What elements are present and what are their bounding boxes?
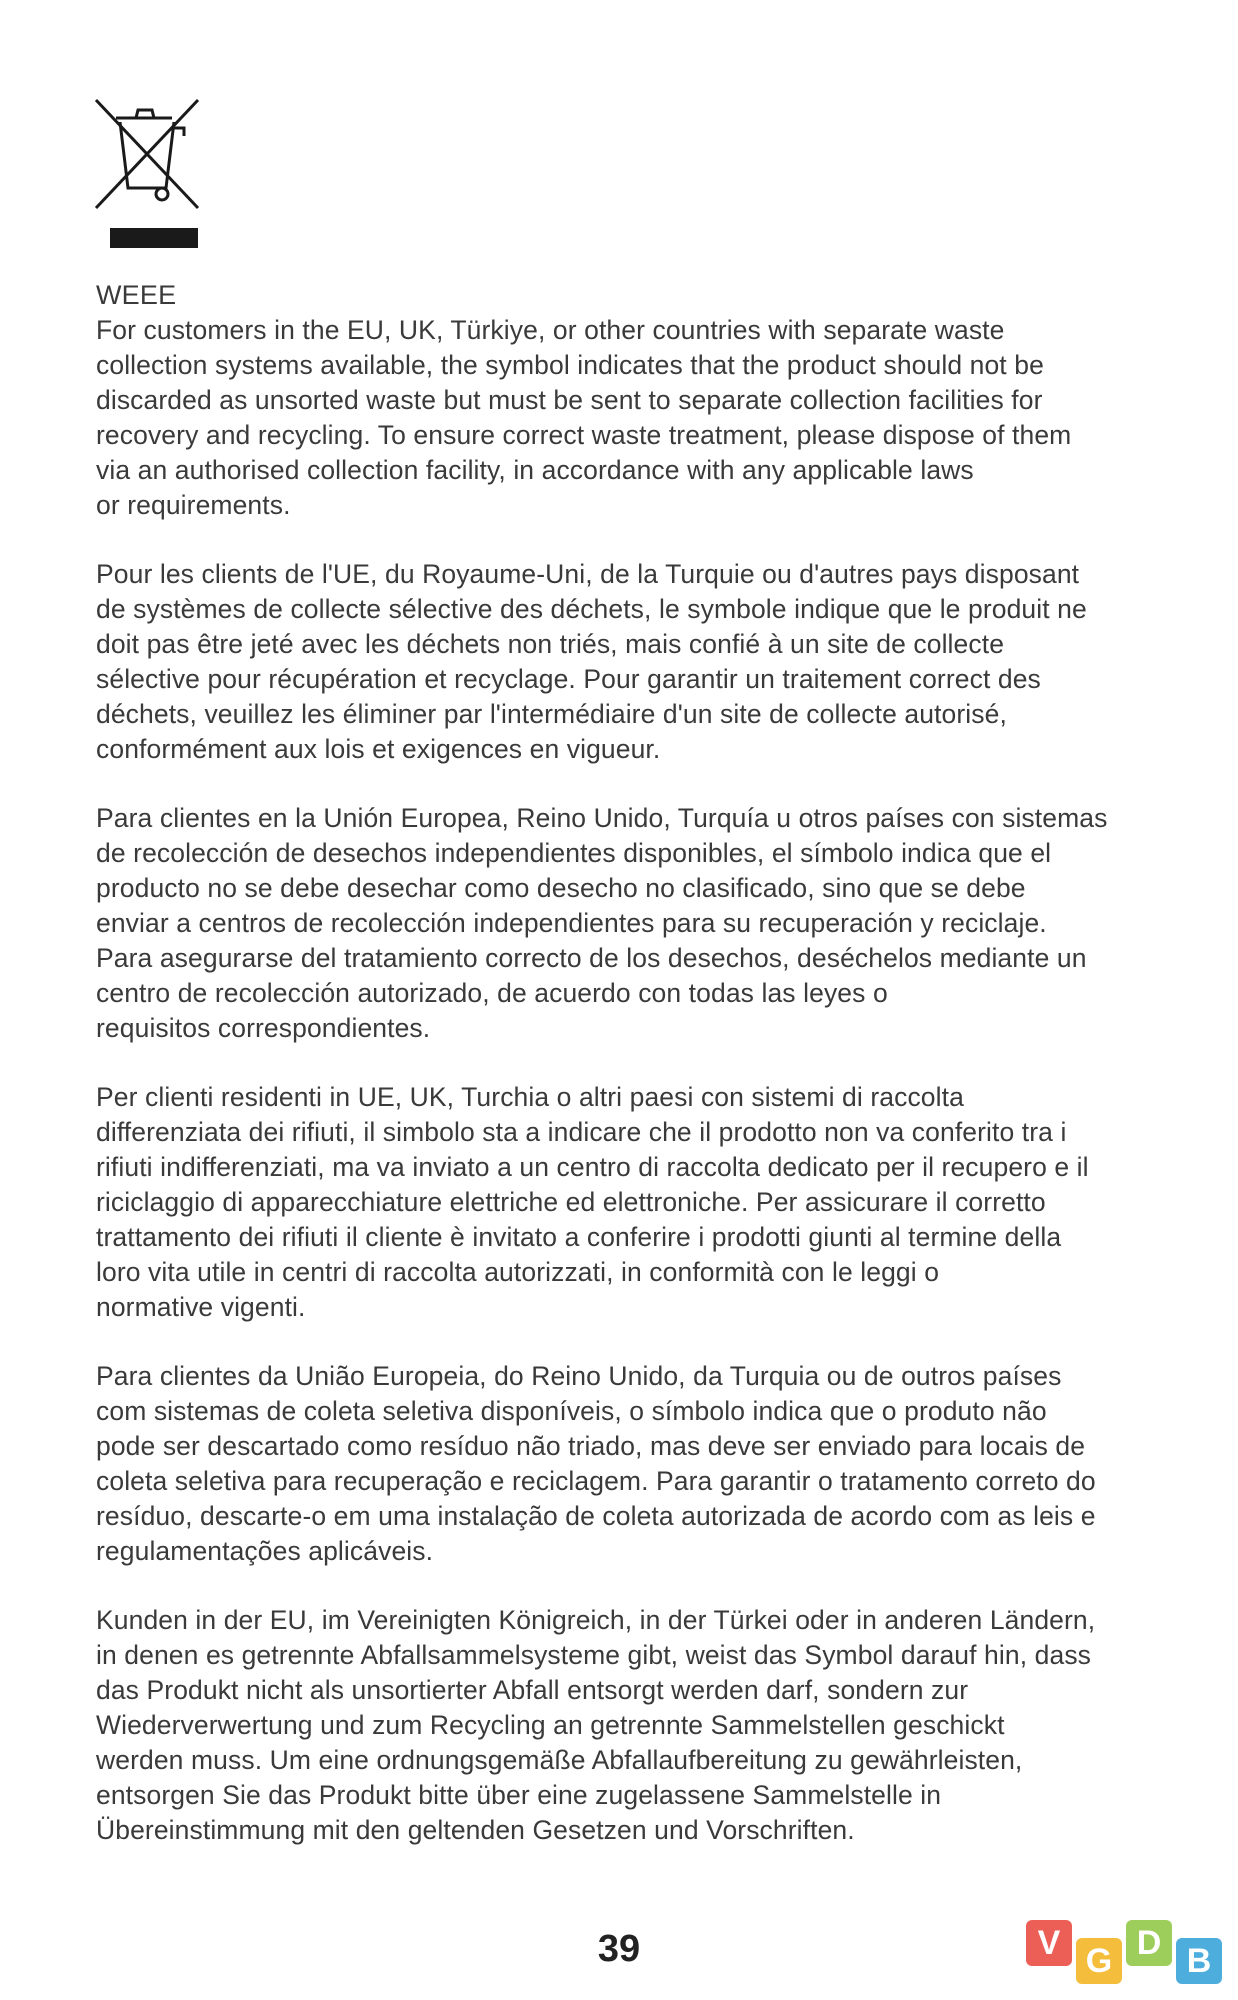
paragraph-english: For customers in the EU, UK, Türkiye, or other countries with separate waste collection systems available, the symbol indicates that the product should not be discarded as unsorted waste but must be sent to separate collection facilities for recovery and recycling. To ensure correct waste treatment, please dispose of them via an authorised collection facility, in accordance with any applicable laws or requirements. (96, 315, 1072, 520)
watermark-letter: V (1026, 1920, 1072, 1966)
watermark-letter: G (1076, 1938, 1122, 1984)
watermark-logo (1024, 1908, 1230, 1992)
watermark-letter: D (1126, 1920, 1172, 1966)
watermark-letter: B (1176, 1938, 1222, 1984)
document-body (96, 278, 1146, 1882)
paragraph-german: Kunden in der EU, im Vereinigten Königreich, in der Türkei oder in anderen Ländern, in denen es getrennte Abfallsammelsysteme gibt, weist das Symbol darauf hin, dass das Produkt nicht als unsortierter Abfall entsorgt werden darf, sondern zur Wiederverwertung und zum Recycling an getrennte Sammelstellen geschickt werden muss. Um eine ordnungsgemäße Abfallaufbereitung zu gewährleisten, entsorgen Sie das Produkt bitte über eine zugelassene Sammelstelle in Übereinstimmung mit den geltenden Gesetzen und Vorschriften. (96, 1605, 1096, 1845)
page-number: 39 (597, 1928, 641, 1970)
paragraph-french: Pour les clients de l'UE, du Royaume-Uni, de la Turquie ou d'autres pays disposant de systèmes de collecte sélective des déchets, le symbole indique que le produit ne doit pas être jeté avec les déchets non triés, mais confié à un site de collecte sélective pour récupération et recyclage. Pour garantir un traitement correct des déchets, veuillez les éliminer par l'intermédiaire d'un site de collecte autorisé, conformément aux lois et exigences en vigueur. (96, 559, 1087, 764)
crossed-out-wheelie-bin-icon (92, 92, 210, 252)
section-heading: WEEE (96, 280, 177, 310)
paragraph-portuguese: Para clientes da União Europeia, do Reino Unido, da Turquia ou de outros países com sistemas de coleta seletiva disponíveis, o símbolo indica que o produto não pode ser descartado como resíduo não triado, mas deve ser enviado para locais de coleta seletiva para recuperação e reciclagem. Para garantir o tratamento correto do resíduo, descarte-o em uma instalação de coleta autorizada de acordo com as leis e regulamentações aplicáveis. (96, 1361, 1096, 1566)
paragraph-spanish: Para clientes en la Unión Europea, Reino Unido, Turquía u otros países con sistemas de recolección de desechos independientes disponibles, el símbolo indica que el producto no se debe desechar como desecho no clasificado, sino que se debe enviar a centros de recolección independientes para su recuperación y reciclaje. Para asegurarse del tratamiento correcto de los desechos, deséchelos mediante un centro de recolección autorizado, de acuerdo con todas las leyes o requisitos correspondientes. (96, 803, 1108, 1043)
paragraph-italian: Per clienti residenti in UE, UK, Turchia o altri paesi con sistemi di raccolta differenziata dei rifiuti, il simbolo sta a indicare che il prodotto non va conferito tra i rifiuti indifferenziati, ma va inviato a un centro di raccolta dedicato per il recupero e il riciclaggio di apparecchiature elettriche ed elettroniche. Per assicurare il corretto trattamento dei rifiuti il cliente è invitato a conferire i prodotti giunti al termine della loro vita utile in centri di raccolta autorizzati, in conformità con le leggi o normative vigenti. (96, 1082, 1089, 1322)
